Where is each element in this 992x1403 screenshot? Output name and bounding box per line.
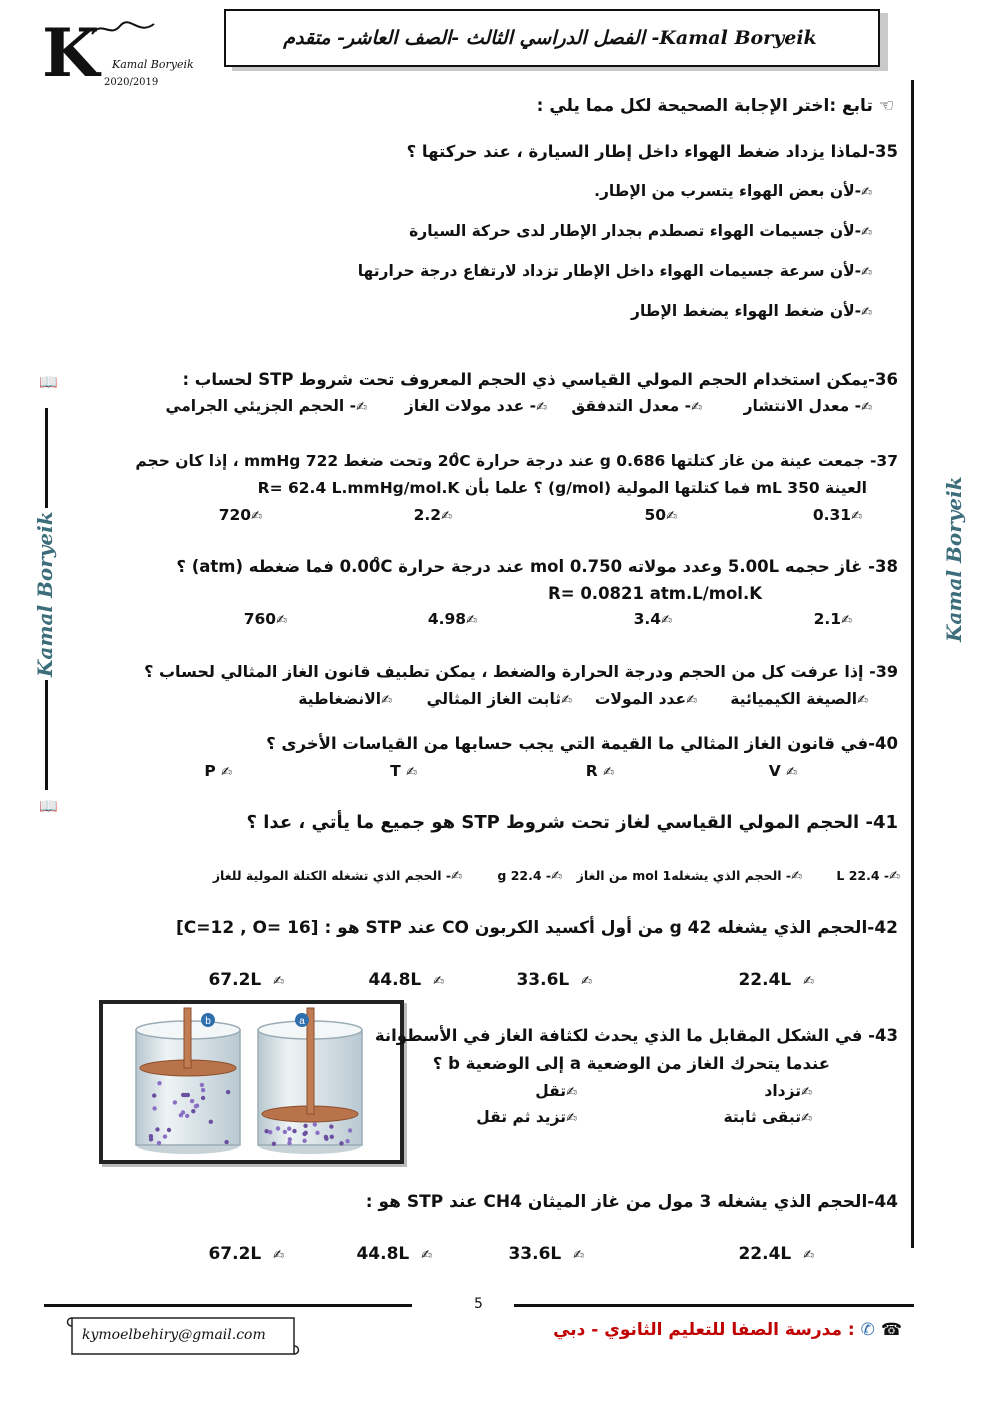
pen-icon: ✍ <box>536 400 547 415</box>
q37-option-4: ✍720 <box>218 506 262 524</box>
gas-particle <box>157 1141 161 1145</box>
school-name: : مدرسة الصفا للتعليم الثانوي - دبي <box>553 1320 855 1340</box>
gas-particle <box>201 1096 205 1100</box>
q40-question: 40-في قانون الغاز المثالي ما القيمة التي يجب حسابها من القياسات الأخرى ؟ <box>266 734 898 753</box>
q39-option-1: ✍الصيغة الكيميائية <box>730 690 868 708</box>
footer-rule-right <box>514 1304 914 1307</box>
hand-icon: ☜ <box>872 96 894 116</box>
gas-particle <box>304 1131 308 1135</box>
right-side-text: Kamal Boryeik <box>942 476 966 642</box>
q37-option-2: ✍50 <box>644 506 677 524</box>
gas-particle <box>292 1129 296 1133</box>
gas-particle <box>272 1142 276 1146</box>
pen-icon: ✍ <box>566 1111 577 1126</box>
q38-option-2: ✍3.4 <box>633 610 672 628</box>
cylinders-figure <box>104 1004 399 1159</box>
q43-line1: 43- في الشكل المقابل ما الذي يحدث لكثافة الغاز في الأسطوانة <box>374 1026 898 1045</box>
q40-option-4: ✍ P <box>204 762 232 780</box>
q36-question: 36-يمكن استخدام الحجم المولي القياسي ذي الحجم المعروف تحت شروط STP لحساب : <box>182 370 898 389</box>
q38-option-3: ✍4.98 <box>427 610 477 628</box>
gas-particle <box>185 1114 189 1118</box>
q38-option-4: ✍760 <box>243 610 287 628</box>
q42-option-3: ✍ 44.8L <box>368 970 444 990</box>
logo-letter: K <box>42 14 100 92</box>
logo-year: 2020/2019 <box>104 77 159 88</box>
pen-icon: ✍ <box>791 869 802 884</box>
gas-particle <box>315 1131 319 1135</box>
q43-option-1: ✍تزداد <box>764 1082 812 1100</box>
instruction-line <box>537 96 894 116</box>
book-icon-top: 📖 <box>39 373 58 391</box>
q43-option-4: ✍تزيد ثم تقل <box>476 1108 577 1126</box>
gas-particle <box>155 1127 159 1131</box>
gas-particle <box>283 1130 287 1134</box>
header-title: Kamal Boryeik- الفصل الدراسي الثالث -الصف العاشر- متقدم <box>283 27 817 49</box>
pen-icon: ✍ <box>466 613 477 628</box>
q39-option-4: ✍الانضغاطية <box>298 690 392 708</box>
q40-option-3: ✍ T <box>390 762 417 780</box>
q36-option-2: ✍- معدل التدفقق <box>571 397 702 415</box>
pen-icon: ✍ <box>566 1085 577 1100</box>
gas-particle <box>173 1100 177 1104</box>
gas-particle <box>167 1128 171 1132</box>
q40-option-2: ✍ R <box>585 762 614 780</box>
q35-option-3: ✍-لأن سرعة جسيمات الهواء داخل الإطار تزداد لارتفاع درجة حرارتها <box>357 262 872 280</box>
pen-icon: ✍ <box>381 693 392 708</box>
pen-icon: ✍ <box>561 693 572 708</box>
q40-option-1: ✍ V <box>768 762 797 780</box>
gas-particle <box>224 1140 228 1144</box>
q36-option-3: ✍- عدد مولات الغاز <box>404 397 547 415</box>
book-icon-bottom: 📖 <box>39 797 58 815</box>
q41-question: 41- الحجم المولي القياسي لغاز تحت شروط STP هو جميع ما يأتي ، عدا ؟ <box>246 812 898 833</box>
gas-particle <box>303 1124 307 1128</box>
q42-option-1: ✍ 22.4L <box>738 970 814 990</box>
pen-icon: ✍ <box>801 1085 812 1100</box>
q41-option-3: ✍- 22.4 g <box>497 868 562 884</box>
q36-option-1: ✍- معدل الانتشار <box>743 397 872 415</box>
gas-particle <box>313 1122 317 1126</box>
footer-rule-left <box>44 1304 412 1307</box>
pen-icon: ✍ <box>861 185 872 200</box>
pen-icon: ✍ <box>573 1248 584 1263</box>
pen-icon: ✍ <box>666 509 677 524</box>
pen-icon: ✍ <box>801 1111 812 1126</box>
q44-option-4: ✍ 67.2L <box>208 1244 284 1264</box>
logo-signature <box>88 16 158 42</box>
q38-line1: 38- غاز حجمه 5.00L وعدد مولاته 0.750 mol عند درجة حرارة 0.00̊C فما ضغطه (atm) ؟ <box>176 557 898 576</box>
gas-particle <box>287 1127 291 1131</box>
pen-icon: ✍ <box>581 974 592 989</box>
pen-icon: ✍ <box>803 1248 814 1263</box>
pen-icon: ✍ <box>251 509 262 524</box>
q35-option-4: ✍-لأن ضغط الهواء يضغط الإطار <box>631 302 872 320</box>
pen-icon: ✍ <box>356 400 367 415</box>
pen-icon: ✍ <box>786 765 797 780</box>
left-rule-top <box>45 408 48 508</box>
pen-icon: ✍ <box>861 225 872 240</box>
footer-school-line <box>553 1320 902 1340</box>
q37-option-1: ✍0.31 <box>812 506 862 524</box>
q35-question: 35-لماذا يزداد ضغط الهواء داخل إطار السيارة ، عند حركتها ؟ <box>406 142 898 161</box>
gas-particle <box>152 1106 156 1110</box>
q39-question: 39- إذا عرفت كل من الحجم ودرجة الحرارة والضغط ، يمكن تطبيف قانون الغاز المثالي لحساب ؟ <box>144 662 898 681</box>
q35-option-1: ✍-لأن بعض الهواء يتسرب من الإطار. <box>594 182 872 200</box>
q43-option-3: ✍تبقى ثابتة <box>723 1108 812 1126</box>
left-rule-bottom <box>45 680 48 790</box>
q41-option-4: ✍- الحجم الذي تشغله الكتلة المولية للغاز <box>212 868 462 884</box>
gas-particle <box>324 1137 328 1141</box>
right-rule <box>911 80 914 1248</box>
q41-option-2: ✍- الحجم الذي يشغله1 mol من الغاز <box>576 868 802 884</box>
pen-icon: ✍ <box>861 265 872 280</box>
pen-icon: ✍ <box>221 765 232 780</box>
gas-particle <box>152 1093 156 1097</box>
q37-line2: العينة 350 mL فما كتلتها المولية (g/mol) ؟ علما بأن R= 62.4 L.mmHg/mol.K <box>257 479 867 497</box>
gas-particle <box>190 1099 194 1103</box>
pen-icon: ✍ <box>441 509 452 524</box>
q44-option-3: ✍ 44.8L <box>356 1244 432 1264</box>
q42-question: 42-الحجم الذي يشغله 42 g من أول أكسيد الكربون CO عند STP هو : [C=12 , O= 16] <box>176 918 898 938</box>
cylinder-b <box>136 1008 240 1154</box>
gas-particle <box>201 1088 205 1092</box>
q37-option-3: ✍2.2 <box>413 506 452 524</box>
q38-option-1: ✍2.1 <box>813 610 852 628</box>
gas-particle <box>276 1126 280 1130</box>
gas-particle <box>209 1120 213 1124</box>
gas-particle <box>191 1109 195 1113</box>
pen-icon: ✍ <box>273 1248 284 1263</box>
gas-particle <box>195 1104 199 1108</box>
pen-icon: ✍ <box>451 869 462 884</box>
gas-particle <box>330 1135 334 1139</box>
pen-icon: ✍ <box>433 974 444 989</box>
q43-option-2: ✍تقل <box>535 1082 577 1100</box>
q38-line2: R= 0.0821 atm.L/mol.K <box>548 584 762 603</box>
q39-option-3: ✍ثابت الغاز المثالي <box>426 690 572 708</box>
pen-icon: ✍ <box>686 693 697 708</box>
instruction-text: تابع :اختر الإجابة الصحيحة لكل مما يلي : <box>536 96 873 116</box>
q36-option-4: ✍- الحجم الجزيئي الجرامي <box>165 397 367 415</box>
q44-option-1: ✍ 22.4L <box>738 1244 814 1264</box>
gas-particle <box>149 1137 153 1141</box>
q37-line1: 37- جمعت عينة من غاز كتلتها 0.686 g عند درجة حرارة 20̊C وتحت ضغط 722 mmHg ، إذا كان حجم <box>135 452 898 470</box>
pen-icon: ✍ <box>861 400 872 415</box>
q42-option-2: ✍ 33.6L <box>516 970 592 990</box>
q35-option-2: ✍-لأن جسيمات الهواء تصطدم بجدار الإطار لدى حركة السيارة <box>409 222 872 240</box>
gas-particle <box>329 1124 333 1128</box>
gas-particle <box>179 1113 183 1117</box>
phone-icon: ☎ <box>880 1320 902 1340</box>
q39-option-2: ✍عدد المولات <box>594 690 697 708</box>
pen-icon: ✍ <box>603 765 614 780</box>
pen-icon: ✍ <box>851 509 862 524</box>
q43-line2: عندما يتحرك الغاز من الوضعية a إلى الوضعية b ؟ <box>432 1054 830 1073</box>
pen-icon: ✍ <box>861 305 872 320</box>
gas-particle <box>348 1128 352 1132</box>
pen-icon: ✍ <box>276 613 287 628</box>
gas-particle <box>163 1134 167 1138</box>
label-b: b <box>205 1016 211 1027</box>
pen-icon: ✍ <box>857 693 868 708</box>
q44-question: 44-الحجم الذي يشغله 3 مول من غاز الميثان CH4 عند STP هو : <box>365 1192 898 1212</box>
pen-icon: ✍ <box>803 974 814 989</box>
pen-icon: ✍ <box>551 869 562 884</box>
gas-particle <box>345 1139 349 1143</box>
pen-icon: ✍ <box>691 400 702 415</box>
gas-particle <box>287 1141 291 1145</box>
gas-particle <box>339 1141 343 1145</box>
gas-particle <box>288 1137 292 1141</box>
pen-icon: ✍ <box>421 1248 432 1263</box>
gas-particle <box>200 1083 204 1087</box>
pen-icon: ✍ <box>406 765 417 780</box>
q42-option-4: ✍ 67.2L <box>208 970 284 990</box>
pen-icon: ✍ <box>841 613 852 628</box>
whatsapp-icon: ✆ <box>860 1320 875 1340</box>
gas-particle <box>226 1090 230 1094</box>
cylinder-a <box>258 1008 362 1154</box>
q41-option-1: ✍- 22.4 L <box>836 868 900 884</box>
pen-icon: ✍ <box>889 869 900 884</box>
gas-particle <box>302 1139 306 1143</box>
pen-icon: ✍ <box>661 613 672 628</box>
pen-icon: ✍ <box>273 974 284 989</box>
page-number: 5 <box>474 1296 483 1312</box>
footer-email[interactable]: kymoelbehiry@gmail.com <box>82 1327 266 1343</box>
gas-particle <box>157 1081 161 1085</box>
label-a: a <box>299 1016 305 1027</box>
gas-particle <box>183 1093 187 1097</box>
logo-name: Kamal Boryeik <box>112 58 194 71</box>
left-side-text: Kamal Boryeik <box>33 511 57 677</box>
q44-option-2: ✍ 33.6L <box>508 1244 584 1264</box>
gas-particle <box>264 1129 268 1133</box>
